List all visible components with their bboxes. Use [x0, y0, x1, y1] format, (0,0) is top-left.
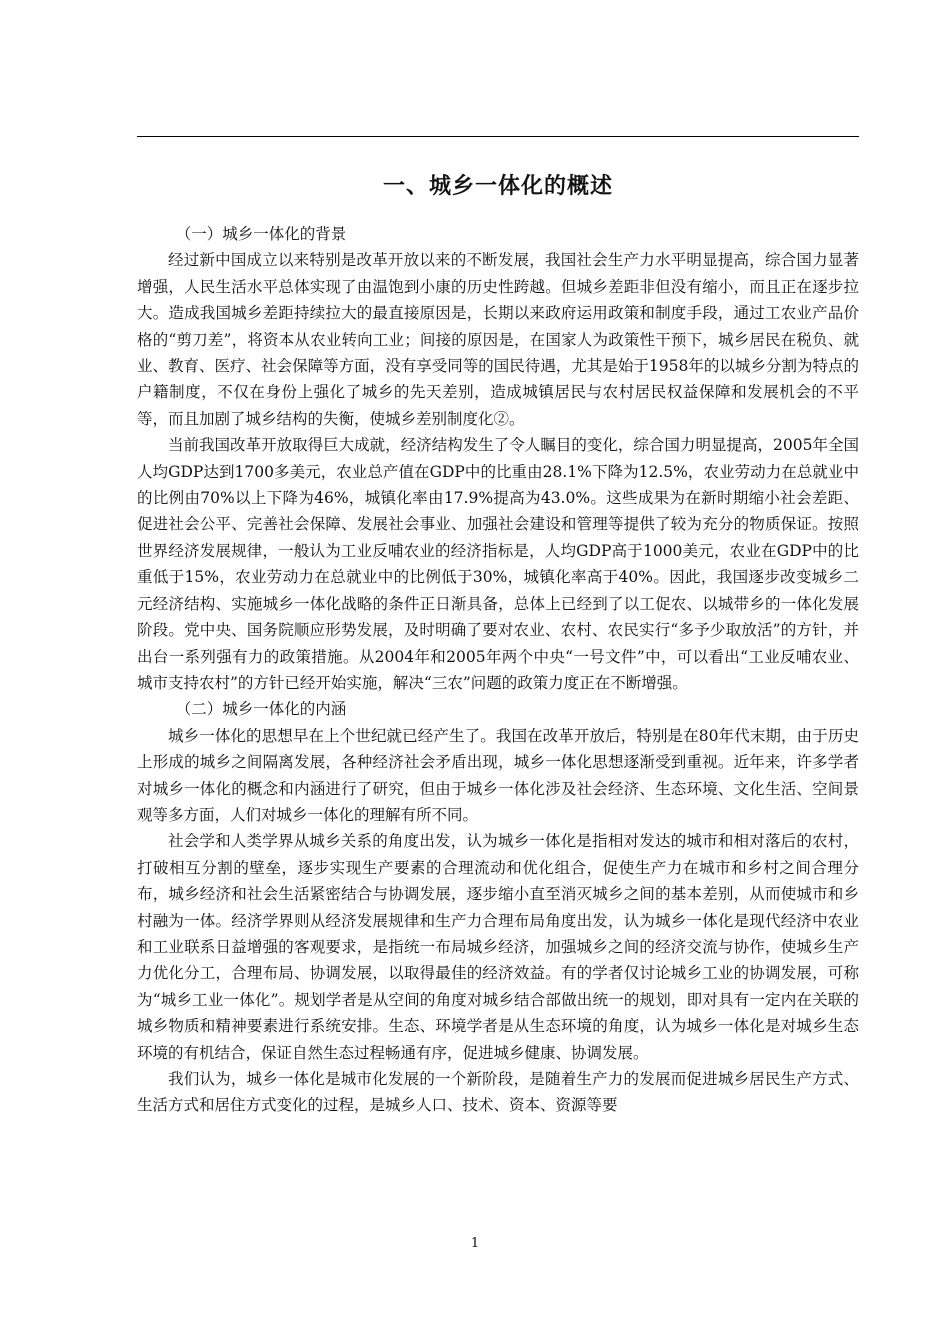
- document-body: [137, 221, 859, 1119]
- page-title: 一、城乡一体化的概述: [382, 174, 613, 199]
- paragraph: 经过新中国成立以来特别是改革开放以来的不断发展，我国社会生产力水平明显提高，综合国力显著增强，人民生活水平总体实现了由温饱到小康的历史性跨越。但城乡差距非但没有缩小，而且正在逐步拉大。造成我国城乡差距持续拉大的最直接原因是，长期以来政府运用政策和制度手段，通过工农业产品价格的“剪刀差”，将资本从农业转向工业；间接的原因是，在国家人为政策性干预下，城乡居民在税负、就业、教育、医疗、社会保障等方面，没有享受同等的国民待遇，尤其是始于1958年的以城乡分割为特点的户籍制度，不仅在身份上强化了城乡的先天差别，造成城镇居民与农村居民权益保障和发展机会的不平等，而且加剧了城乡结构的失衡，使城乡差别制度化②。: [137, 251, 859, 428]
- section-heading: （二）城乡一体化的内涵: [175, 700, 347, 719]
- paragraph: 社会学和人类学界从城乡关系的角度出发，认为城乡一体化是指相对发达的城市和相对落后的农村，打破相互分割的壁垒，逐步实现生产要素的合理流动和优化组合，促使生产力在城市和乡村之间合理分布，城乡经济和社会生活紧密结合与协调发展，逐步缩小直至消灭城乡之间的基本差别，从而使城市和乡村融为一体。经济学界则从经济发展规律和生产力合理布局角度出发，认为城乡一体化是现代经济中农业和工业联系日益增强的客观要求，是指统一布局城乡经济，加强城乡之间的经济交流与协作，使城乡生产力优化分工，合理布局、协调发展，以取得最佳的经济效益。有的学者仅讨论城乡工业的协调发展，可称为“城乡工业一体化”。规划学者是从空间的角度对城乡结合部做出统一的规划，即对具有一定内在关联的城乡物质和精神要素进行系统安排。生态、环境学者是从生态环境的角度，认为城乡一体化是对城乡生态环境的有机结合，保证自然生态过程畅通有序，促进城乡健康、协调发展。: [137, 832, 859, 1062]
- paragraph: 当前我国改革开放取得巨大成就，经济结构发生了令人瞩目的变化，综合国力明显提高，2005年全国人均GDP达到1700多美元，农业总产值在GDP中的比重由28.1%下降为12.5%，农业劳动力在总就业中的比例由70%以上下降为46%，城镇化率由17.9%提高为43.0%。这些成果为在新时期缩小社会差距、促进社会公平、完善社会保障、发展社会事业、加强社会建设和管理等提供了较为充分的物质保证。按照世界经济发展规律，一般认为工业反哺农业的经济指标是，人均GDP高于1000美元，农业在GDP中的比重低于15%，农业劳动力在总就业中的比例低于30%，城镇化率高于40%。因此，我国逐步改变城乡二元经济结构、实施城乡一体化战略的条件正日渐具备，总体上已经到了以工促农、以城带乡的一体化发展阶段。党中央、国务院顺应形势发展，及时明确了要对农业、农村、农民实行“多予少取放活”的方针，并出台一系列强有力的政策措施。从2004年和2005年两个中央“一号文件”中，可以看出“工业反哺农业、城市支持农村”的方针已经开始实施，解决“三农”问题的政策力度正在不断增强。: [137, 436, 859, 692]
- header-rule: [137, 136, 859, 137]
- section-heading: （一）城乡一体化的背景: [175, 225, 347, 243]
- paragraph: 我们认为，城乡一体化是城市化发展的一个新阶段，是随着生产力的发展而促进城乡居民生产方式、生活方式和居住方式变化的过程，是城乡人口、技术、资本、资源等要: [137, 1070, 859, 1115]
- paragraph: 城乡一体化的思想早在上个世纪就已经产生了。我国在改革开放后，特别是在80年代末期，由于历史上形成的城乡之间隔离发展，各种经济社会矛盾出现，城乡一体化思想逐渐受到重视。近年来，许多学者对城乡一体化的概念和内涵进行了研究，但由于城乡一体化涉及社会经济、生态环境、文化生活、空间景观等多方面，人们对城乡一体化的理解有所不同。: [137, 726, 859, 824]
- page-number: 1: [470, 1236, 480, 1251]
